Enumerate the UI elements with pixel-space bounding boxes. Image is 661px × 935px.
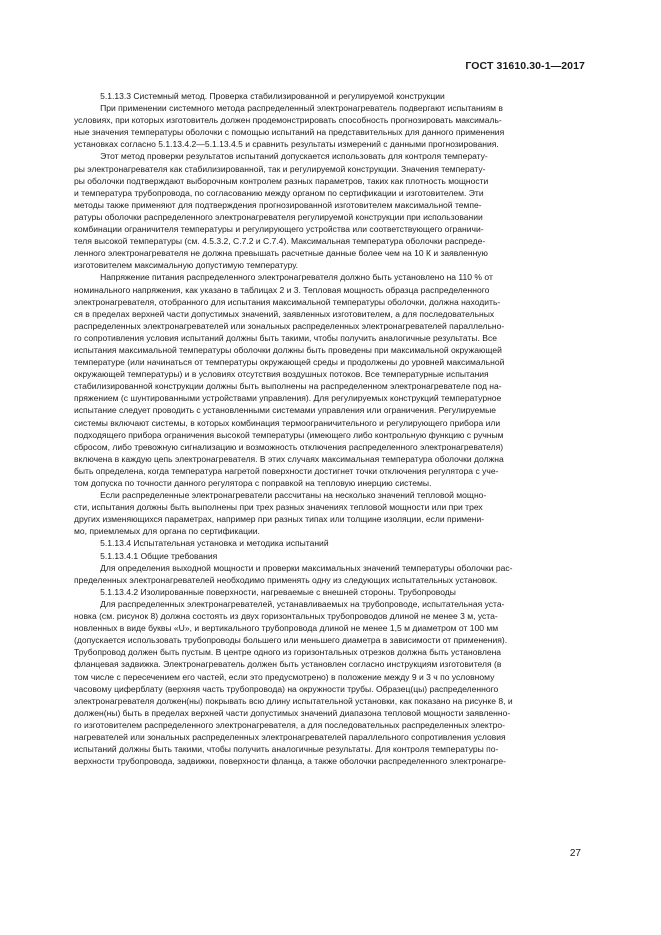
text-line: испытания максимальной температуры оболочки должны быть проведены при максимальной окружающей: [74, 344, 502, 355]
text-line: методы также применяют для подтверждения прогнозированной изготовителем максимальной темпе-: [74, 199, 482, 210]
text-line: мо, приемлемых для органа по сертификации.: [74, 526, 260, 537]
text-line: системы включают системы, в которых комбинация термоограничительного и регулирующего прибора или: [74, 417, 501, 428]
text-line: ся в пределах верхней части допустимых значений, заявленных изготовителем, а для последовательных: [74, 308, 495, 319]
text-line: новка (см. рисунок 8) должна состоять из двух горизонтальных трубопроводов длиной не менее 3 м, уста-: [74, 611, 498, 622]
text-line: верхности трубопровода, задвижки, поверхности фланца, а также оболочки распределенного электронагре-: [74, 756, 506, 767]
text-line: том числе с пересечением его частей, если это предусмотрено) в положение между 9 и 3 ч по условному: [74, 671, 495, 682]
text-line: ратуры оболочки распределенного электронагревателя регулируемой конструкции при использовании: [74, 211, 483, 222]
text-line: изготовителем максимальную допустимую температуру.: [74, 260, 299, 271]
text-line: сти, испытания должны быть выполнены при трех разных значениях тепловой мощности или при трех: [74, 502, 483, 513]
text-line: ры электронагревателя как стабилизированной, так и регулируемой конструкции. Значения температу-: [74, 163, 486, 174]
text-line: пределенных электронагревателей необходимо применять одну из следующих испытательных установок.: [74, 574, 498, 585]
text-line: При применении системного метода распределенный электронагреватель подвергают испытаниям в: [74, 103, 503, 114]
text-line: Трубопровод должен быть пустым. В центре одного из горизонтальных отрезков должна быть установлена: [74, 647, 502, 658]
text-line: го сопротивления условия испытаний должны быть такими, чтобы получить аналогичные результаты. Все: [74, 332, 497, 343]
text-line: нагревателей или зональных распределенных электронагревателей параллельного сопротивления условия: [74, 731, 506, 742]
text-line: должен(ны) быть в пределах верхней части допустимых значений диапазона тепловой мощности заявленно-: [74, 707, 511, 718]
text-line: температуре (или начинаться от температуры окружающей среды и продолжены до уровней максимальной: [74, 357, 505, 368]
page-number: 27: [569, 848, 581, 859]
text-line: 5.1.13.4.2 Изолированные поверхности, нагреваемые с внешней стороны. Трубопроводы: [74, 586, 456, 597]
text-line: го изготовителем распределенного электронагревателя, а для последовательных распределенных электро-: [74, 719, 505, 730]
text-line: окружающей температуры) и в условиях отсутствия воздушных потоков. Все температурные испытания: [74, 369, 489, 380]
text-line: часовому циферблату (верхняя часть трубопровода) на окружности трубы. Образец(цы) распределенного: [74, 683, 499, 694]
text-line: включена в каждую цепь электронагревателя. В этих случаях максимальная температура оболочки должна: [74, 453, 504, 464]
text-line: Для распределенных электронагревателей, устанавливаемых на трубопроводе, испытательная уста-: [74, 598, 505, 609]
text-line: быть определена, когда температура нагретой поверхности достигнет точки отключения регулятора с уче-: [74, 465, 499, 476]
text-line: (допускается использовать трубопроводы большего или меньшего диаметра в зависимости от применения).: [74, 635, 508, 646]
text-line: условиях, при которых изготовитель должен продемонстрировать способность прогнозировать максималь-: [74, 115, 502, 126]
text-line: 5.1.13.4 Испытательная установка и методика испытаний: [74, 538, 329, 549]
text-line: 5.1.13.3 Системный метод. Проверка стабилизированной и регулируемой конструкции: [74, 91, 445, 101]
text-line: ленного электронагревателя не должна превышать расчетные данные более чем на 10 К и заявленную: [74, 248, 488, 259]
text-line: установках согласно 5.1.13.4.2—5.1.13.4.5 и сравнить результаты измерений с данными прогнозирования.: [74, 139, 499, 150]
text-line: 5.1.13.4.1 Общие требования: [74, 550, 218, 561]
text-line: Напряжение питания распределенного электронагревателя должно быть установлено на 110 % от: [74, 272, 493, 283]
text-line: электронагревателя должен(ны) покрывать всю длину испытательной установки, как показано на рисунке 8, и: [74, 695, 513, 706]
text-line: новленных в виде буквы «U», и вертикального трубопровода длиной не менее 1,5 м диаметром от 100 мм: [74, 623, 499, 634]
text-line: Для определения выходной мощности и проверки максимальных значений температуры оболочки рас-: [74, 562, 513, 573]
text-line: ные значения температуры оболочки с помощью испытаний на представительных для данного применения: [74, 127, 505, 138]
text-line: стабилизированной конструкции должны быть выполнены на распределенном электронагревателе под на-: [74, 381, 502, 392]
text-line: номинального напряжения, как указано в таблицах 2 и 3. Тепловая мощность образца распределенного: [74, 284, 490, 295]
text-line: том допуска по точности данного регулятора с поправкой на тепловую инерцию системы.: [74, 478, 432, 488]
text-line: фланцевая задвижка. Электронагреватель должен быть установлен согласно инструкциям изготовителя (в: [74, 659, 502, 670]
text-line: ры оболочки подтверждают выборочным контролем разных параметров, таких как плотность мощности: [74, 175, 489, 186]
document-body: [74, 90, 585, 767]
text-line: сбросом, либо тревожную сигнализацию и возможность отключения распределенного электронагревателя): [74, 441, 504, 452]
text-line: испытание следует проводить с установленными системами управления или ограничения. Регулируемые: [74, 405, 497, 416]
text-line: испытаний должны быть такими, чтобы получить аналогичные результаты. Для контроля температуры по-: [74, 744, 499, 755]
text-line: и температура трубопровода, по согласованию между органом по сертификации и изготовителем. Эти: [74, 187, 484, 198]
text-line: Этот метод проверки результатов испытаний допускается использовать для контроля температу-: [74, 151, 488, 162]
text-line: теля высокой температуры (см. 4.5.3.2, С.7.2 и С.7.4). Максимальная температура оболочки распреде-: [74, 236, 486, 247]
text-line: электронагревателя, отобранного для испытания максимальной температуры оболочки, должна находить-: [74, 296, 501, 307]
text-line: комбинации ограничителя температуры и регулирующего устройства или соответствующего ограничи-: [74, 224, 484, 235]
text-line: распределенных электронагревателей или зональных распределенных электронагревателей параллельно-: [74, 320, 505, 331]
text-line: подходящего прибора ограничения высокой температуры (имеющего либо контрольную функцию с ручным: [74, 429, 504, 440]
text-line: других изменяющихся параметрах, например при разных типах или толщине изоляции, если примени-: [74, 514, 485, 525]
standard-header: ГОСТ 31610.30-1—2017: [465, 60, 585, 72]
text-line: Если распределенные электронагреватели рассчитаны на несколько значений тепловой мощно-: [74, 490, 487, 501]
text-line: пряжением (с шунтированными устройствами управления). Для регулируемых конструкций температурное: [74, 393, 502, 404]
